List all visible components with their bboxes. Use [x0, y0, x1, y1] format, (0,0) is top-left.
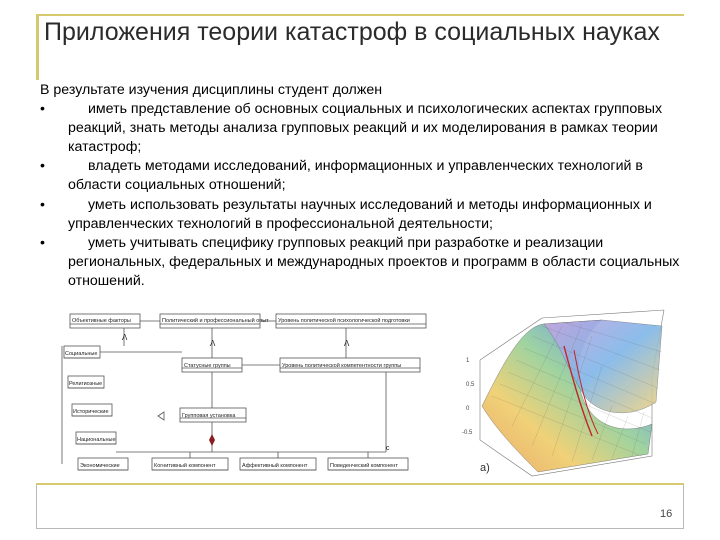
catastrophe-surface-image [452, 306, 684, 484]
bullet-marker: • [40, 196, 45, 213]
svg-text:Λ: Λ [210, 339, 216, 348]
svg-text:Исторические: Исторические [73, 409, 109, 415]
svg-text:Уровень политической компетент: Уровень политической компетентности группы [282, 363, 402, 369]
slide-title: Приложения теории катастроф в социальных науках [44, 18, 660, 46]
diamond-marker [209, 434, 215, 446]
bullet-text: уметь использовать результаты научных исследований и методы информационных и управленческих технологий в профессиональной деятельности; [68, 196, 652, 232]
left-accent-line [36, 14, 39, 80]
svg-text:0: 0 [466, 406, 470, 412]
svg-text:Уровень политической психологи: Уровень политической психологической подготовки [278, 318, 410, 324]
diagram-svg [56, 306, 436, 484]
bullet-item [40, 196, 696, 234]
svg-text:Λ: Λ [122, 333, 128, 342]
svg-text:-0.5: -0.5 [462, 430, 473, 436]
surface-label: a) [480, 462, 490, 474]
svg-text:Экономические: Экономические [80, 463, 120, 469]
footer-frame [36, 485, 684, 529]
svg-text:Статусные группы: Статусные группы [184, 363, 231, 369]
svg-text:Национальные: Национальные [77, 437, 116, 443]
bullet-text: уметь учитывать специфику групповых реакций при разработке и реализации региональных, федеральных и международных проектов и программ в области социальных отношений. [68, 234, 680, 289]
svg-text:Религиозные: Религиозные [69, 381, 103, 387]
bullet-list [40, 100, 696, 291]
svg-text:Поведенческий компонент: Поведенческий компонент [330, 463, 398, 469]
bullet-marker: • [40, 234, 45, 251]
svg-text:Социальные: Социальные [65, 351, 98, 357]
bullet-marker: • [40, 158, 45, 175]
top-accent-line [36, 14, 684, 16]
bullet-item [40, 157, 696, 195]
svg-text:1: 1 [466, 358, 470, 364]
bullet-text: владеть методами исследований, информационных и управленческих технологий в области социальных отношений; [68, 158, 643, 194]
svg-text:Λ: Λ [344, 339, 350, 348]
intro-text: В результате изучения дисциплины студент должен [40, 82, 383, 98]
svg-text:Групповая установка: Групповая установка [182, 413, 236, 419]
slide-body [40, 81, 696, 291]
svg-text:Когнитивный компонент: Когнитивный компонент [154, 463, 216, 469]
svg-text:Аффективный компонент: Аффективный компонент [242, 463, 308, 469]
svg-text:Объективные факторы: Объективные факторы [72, 318, 131, 324]
bullet-marker: • [40, 101, 45, 118]
page-number: 16 [660, 508, 673, 520]
svg-text:c: c [386, 445, 390, 452]
structure-diagram [56, 306, 436, 484]
svg-text:Политический и профессиональны: Политический и профессиональный опыт [162, 318, 269, 324]
svg-text:0.5: 0.5 [466, 382, 475, 388]
bullet-item [40, 100, 696, 157]
bullet-item [40, 234, 696, 291]
bullet-text: иметь представление об основных социальных и психологических аспектах групповых реакций, знать методы анализа групповых реакций и их моделирования в рамках теории катастроф; [68, 101, 663, 156]
